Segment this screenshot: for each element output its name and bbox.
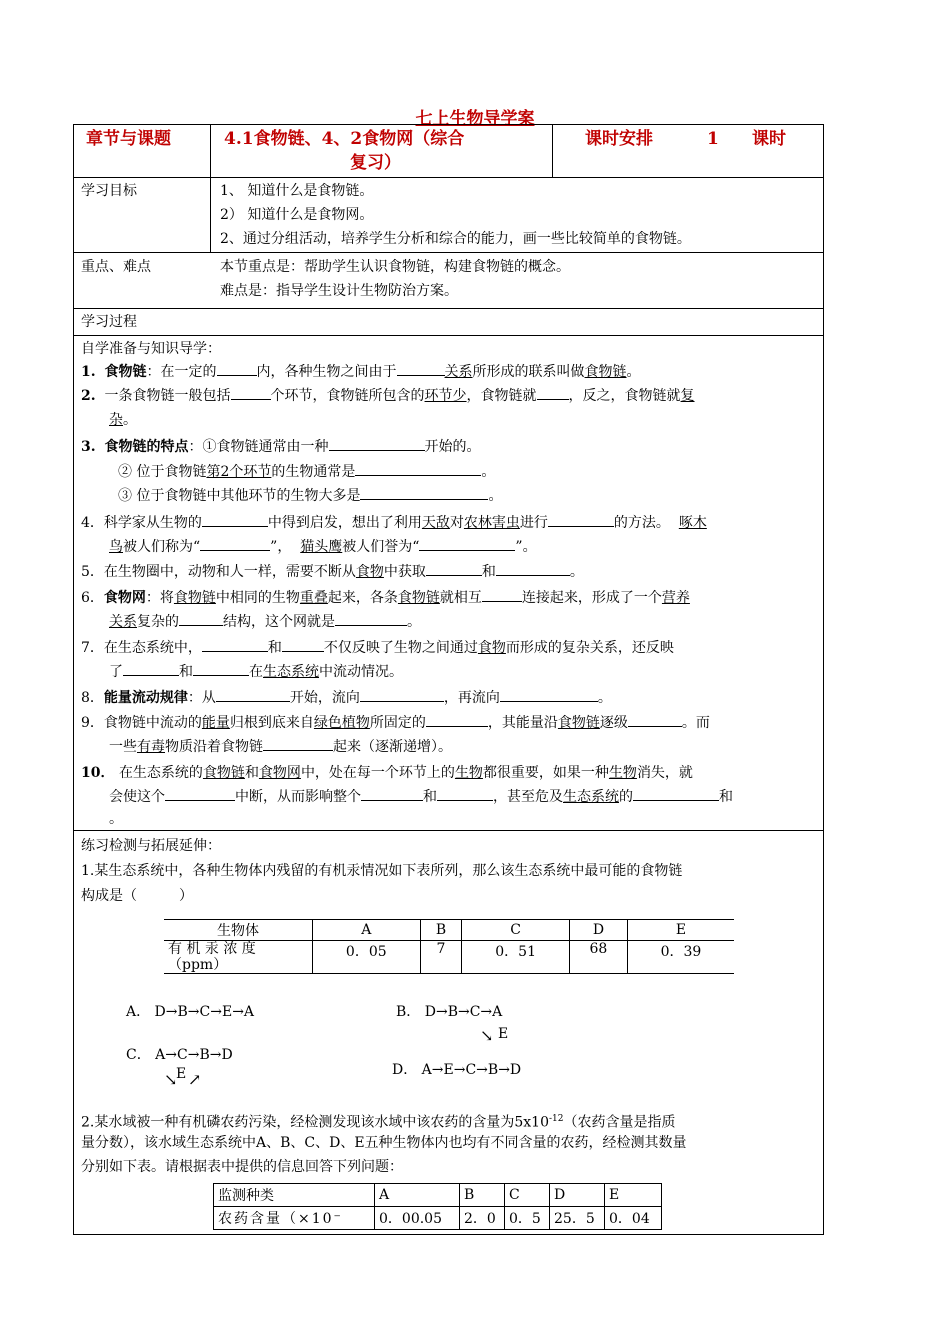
pesticide-table: 监测种类 A B C D E 农药含量（×10⁻ 0．00.05 2．0 0．5 25．5 0．04 [213,1183,662,1230]
schedule-unit: 课时 [752,129,786,149]
branch-arrow-icon: ↗ [188,1070,202,1089]
topic-line1: 4.1食物链、4、2食物网（综合 [224,129,465,149]
problem-2-line3: 分别如下表。请根据表中提供的信息回答下列问题： [81,1159,403,1175]
option-c: C． A→C→B→D [126,1047,233,1063]
question-3: 3. 食物链的特点：①食物链通常由一种 开始的。 [81,436,481,458]
schedule-num: 1 [707,129,719,149]
question-9: 9．食物链中流动的能量归根到底来自绿色植物所固定的 ，其能量沿食物链逐级 。而 [81,712,710,734]
schedule-label: 课时安排 [585,129,653,149]
question-6: 6．食物网：将食物链中相同的生物重叠起来，各条食物链就相互 连接起来，形成了一个营养 [81,587,690,609]
row-divider [74,308,823,309]
question-7: 7．在生态系统中， 和 不仅反映了生物之间通过食物而形成的复杂关系，还反映 [81,637,674,659]
question-3c: ③ 位于食物链中其他环节的生物大多是 。 [118,485,502,507]
option-d: D． A→E→C→B→D [392,1062,522,1078]
goals-label: 学习目标 [81,183,137,199]
problem-2-line2: 量分数），该水域生态系统中A、B、C、D、E五种生物体内也均有不同含量的农药，经检测其数量 [81,1135,687,1151]
option-b-branch: E [498,1026,509,1042]
goal-item: 1、 知道什么是食物链。 [220,183,374,199]
goal-item: 2、通过分组活动，培养学生分析和综合的能力，画一些比较简单的食物链。 [220,231,691,247]
question-1: 1. 食物链：在一定的 内，各种生物之间由于 关系所形成的联系叫做食物链。 [81,361,641,383]
question-8: 8．能量流动规律：从 开始，流向 ，再流向 。 [81,687,612,709]
question-6-cont: 关系复杂的 结构，这个网就是 。 [109,611,421,633]
keypoint-item: 难点是：指导学生设计生物防治方案。 [220,283,458,299]
branch-arrow-icon: ↘ [164,1070,178,1089]
problem-2-line1: 2.某水域被一种有机磷农药污染，经检测发现该水域中该农药的含量为$5x10^{-12}$（农药含量是指质 [81,1114,676,1131]
topic-line2: 复习） [350,153,401,173]
col-divider [552,125,553,177]
branch-arrow-icon: ↘ [480,1026,494,1045]
question-5: 5．在生物圈中，动物和人一样，需要不断从食物中获取 和 。 [81,561,584,583]
worksheet-table [73,124,824,1235]
question-3b: ② 位于食物链第2个环节的生物通常是 。 [118,461,495,483]
row-divider [74,335,823,336]
option-b: B． D→B→C→A [396,1004,503,1020]
practice-heading: 练习检测与拓展延伸： [81,838,221,854]
chapter-label: 章节与课题 [86,129,171,149]
option-a: A． D→B→C→E→A [126,1004,255,1020]
row-divider [74,177,823,178]
page-title: 七上生物导学案 [415,109,535,129]
mercury-table: 生物体 A B C D E 有 机 汞 浓 度 （ppm） 0．05 7 0．51 68 0．39 [164,919,734,974]
question-9-cont: 一些有毒物质沿着食物链 起来（逐渐递增）。 [109,736,452,758]
keypoints-label: 重点、难点 [81,259,151,275]
question-7-cont: 了 和 在生态系统中流动情况。 [109,661,403,683]
process-label: 学习过程 [81,314,137,330]
row-divider [74,830,823,831]
question-4-cont: 鸟被人们称为“ ”， 猫头鹰被人们誉为“ ”。 [109,536,537,558]
question-10-cont: 会使这个 中断，从而影响整个 和 ，甚至危及生态系统的 和 [109,786,733,808]
selfstudy-heading: 自学准备与知识导学： [81,341,221,357]
question-10-end: 。 [109,811,123,827]
problem-1-line2: 构成是（ ） [81,888,193,904]
question-4: 4．科学家从生物的 中得到启发，想出了利用天敌对农林害虫进行 的方法。 啄木 [81,512,707,534]
goal-item: 2） 知道什么是食物网。 [220,207,374,223]
row-divider [74,252,823,253]
question-2: 2. 一条食物链一般包括 个环节，食物链所包含的环节少，食物链就 ，反之，食物链就复 [81,385,695,407]
problem-1-line1: 1.某生态系统中，各种生物体内残留的有机汞情况如下表所列，那么该生态系统中最可能的食物链 [81,863,683,879]
question-2-cont: 杂。 [109,412,137,428]
col-divider [210,125,211,252]
option-c-branch: E [176,1066,187,1082]
keypoint-item: 本节重点是：帮助学生认识食物链，构建食物链的概念。 [220,259,570,275]
question-10: 10． 在生态系统的食物链和食物网中，处在每一个环节上的生物都很重要，如果一种生物消失，就 [81,765,693,781]
